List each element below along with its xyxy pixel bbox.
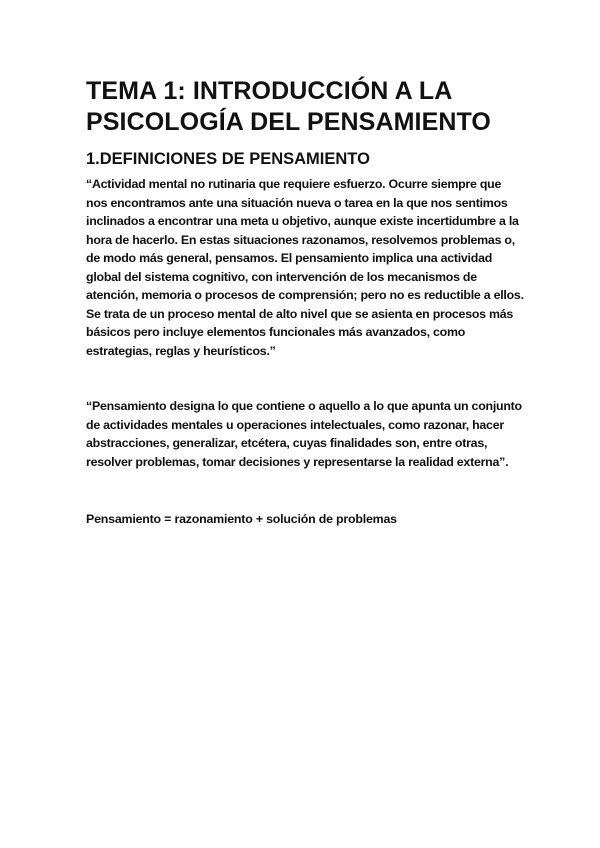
section-heading: 1.DEFINICIONES DE PENSAMIENTO xyxy=(86,150,370,168)
definition-paragraph-2: “Pensamiento designa lo que contiene o aquello a lo que apunta un conjunto de actividades mentales u operaciones intelectuales, como razonar, hacer abstracciones, generalizar, etcétera, cuyas finalidades son, entre otras, resolver problemas, tomar decisiones y representarse la realidad externa”. xyxy=(86,399,522,469)
document-page xyxy=(86,76,524,528)
formula-line: Pensamiento = razonamiento + solución de problemas xyxy=(86,512,397,526)
document-title: TEMA 1: INTRODUCCIÓN A LA PSICOLOGÍA DEL PENSAMIENTO xyxy=(86,77,491,136)
definition-paragraph-1: “Actividad mental no rutinaria que requiere esfuerzo. Ocurre siempre que nos encontramos ante una situación nueva o tarea en la que nos sentimos inclinados a encontrar una meta u objetivo, aunque existe incertidumbre a la hora de hacerlo. En estas situaciones razonamos, resolvemos problemas o, de modo más general, pensamos. El pensamiento implica una actividad global del sistema cognitivo, con intervención de los mecanismos de atención, memoria o procesos de comprensión; pero no es reductible a ellos. Se trata de un proceso mental de alto nivel que se asienta en procesos más básicos pero incluye elementos funcionales más avanzados, como estrategias, reglas y heurísticos.” xyxy=(86,177,524,358)
